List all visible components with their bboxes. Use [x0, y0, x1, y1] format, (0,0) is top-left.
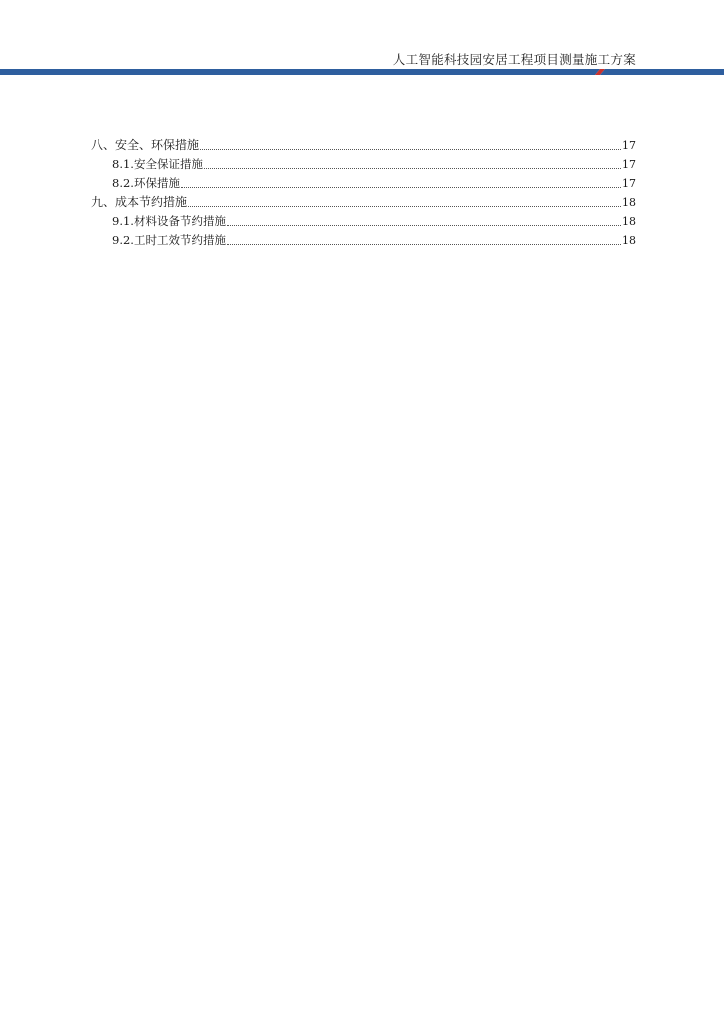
toc-dot-leader: [227, 224, 621, 226]
toc-entry[interactable]: [91, 231, 636, 250]
toc-page-number: 17: [622, 158, 636, 171]
toc-page-number: 18: [622, 215, 636, 228]
toc-entry[interactable]: [91, 174, 636, 193]
header-rule-blue: [0, 69, 600, 75]
table-of-contents: [91, 136, 636, 250]
toc-entry-label: 8.1.安全保证措施: [112, 157, 203, 171]
toc-page-number: 18: [622, 234, 636, 247]
toc-entry[interactable]: [91, 212, 636, 231]
toc-entry[interactable]: [91, 155, 636, 174]
toc-dot-leader: [204, 167, 621, 169]
page-header: [0, 0, 724, 80]
toc-page-number: 17: [622, 177, 636, 190]
toc-entry[interactable]: [91, 193, 636, 212]
toc-dot-leader: [227, 243, 621, 245]
toc-dot-leader: [200, 148, 621, 150]
toc-dot-leader: [188, 205, 621, 207]
toc-page-number: 18: [622, 196, 636, 209]
toc-entry-label: 八、安全、环保措施: [91, 138, 200, 152]
header-rule-blue-tail: [600, 69, 724, 75]
header-rule: [0, 69, 724, 75]
toc-dot-leader: [181, 186, 621, 188]
toc-entry-label: 9.1.材料设备节约措施: [112, 214, 226, 228]
document-title: 人工智能科技园安居工程项目测量施工方案: [392, 52, 636, 67]
toc-entry-label: 8.2.环保措施: [112, 176, 180, 190]
toc-entry-label: 9.2.工时工效节约措施: [112, 233, 226, 247]
toc-page-number: 17: [622, 139, 636, 152]
toc-entry-label: 九、成本节约措施: [91, 195, 188, 209]
toc-entry[interactable]: [91, 136, 636, 155]
